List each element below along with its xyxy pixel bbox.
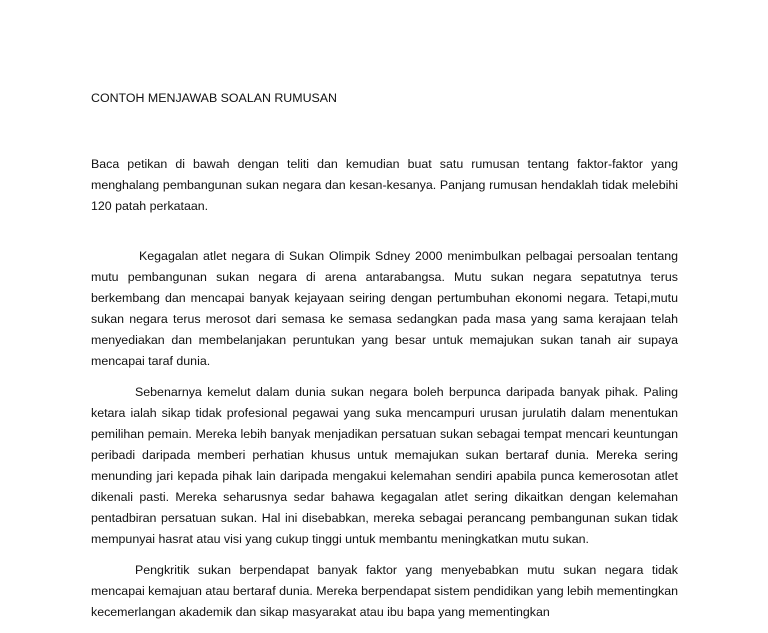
- passage-paragraph-3: Pengkritik sukan berpendapat banyak faktor yang menyebabkan mutu sukan negara tidak mencapai kemajuan atau bertaraf dunia. Mereka berpendapat sistem pendidikan yang lebih mementingkan kecemerlangan akademik dan sikap masyarakat atau ibu bapa yang mementingkan: [91, 563, 678, 619]
- instruction-text: Baca petikan di bawah dengan teliti dan kemudian buat satu rumusan tentang faktor-faktor yang menghalang pembangunan sukan negara dan kesan-kesanya. Panjang rumusan hendaklah tidak melebihi 120 patah perkataan.: [91, 157, 678, 213]
- passage-paragraph-1: Kegagalan atlet negara di Sukan Olimpik Sdney 2000 menimbulkan pelbagai persoalan tentang mutu pembangunan sukan negara di arena antarabangsa. Mutu sukan negara sepatutnya terus berkembang dan mencapai banyak kejayaan seiring dengan pertumbuhan ekonomi negara. Tetapi,mutu sukan negara terus merosot dari semasa ke semasa sedangkan pada masa yang sama kerajaan telah menyediakan dan membelanjakan peruntukan yang besar untuk memajukan sukan tanah air supaya mencapai taraf dunia.: [91, 249, 678, 368]
- document-title: CONTOH MENJAWAB SOALAN RUMUSAN: [91, 91, 338, 105]
- passage-paragraph-2: Sebenarnya kemelut dalam dunia sukan negara boleh berpunca daripada banyak pihak. Paling ketara ialah sikap tidak profesional pegawai yang suka mencampuri urusan jurulatih dalam menentukan pemilihan pemain. Mereka lebih banyak menjadikan persatuan sukan sebagai tempat mencari keuntungan peribadi daripada memberi perhatian khusus untuk memajukan sukan bertaraf dunia. Mereka sering menunding jari kepada pihak lain daripada mengakui kelemahan sendiri apabila punca kemerosotan atlet dikenali pasti. Mereka seharusnya sedar bahawa kegagalan atlet sering dikaitkan dengan kelemahan pentadbiran persatuan sukan. Hal ini disebabkan, mereka sebagai perancang pembangunan sukan tidak mempunyai hasrat atau visi yang cukup tinggi untuk membantu meningkatkan mutu sukan.: [91, 385, 678, 546]
- document-page: [91, 0, 678, 630]
- passage: [91, 246, 678, 633]
